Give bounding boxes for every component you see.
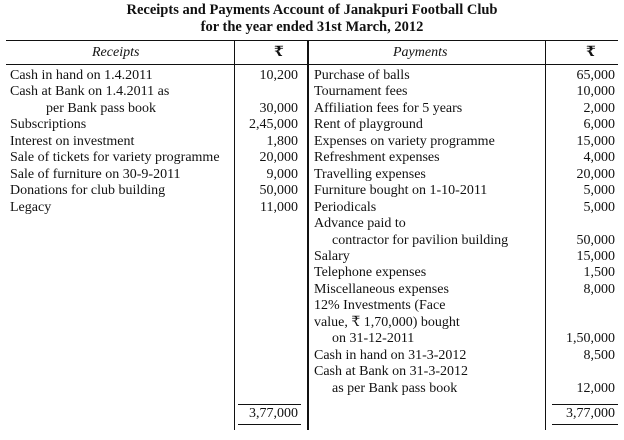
payments-item-amount: 5,000: [583, 183, 615, 199]
receipts-item-label: Subscriptions: [10, 117, 87, 133]
receipts-item-amount: 50,000: [259, 183, 298, 199]
payments-item-amount: 20,000: [576, 166, 615, 182]
payments-item-label: Salary: [314, 248, 350, 264]
rupee-symbol-left: ₹: [274, 45, 284, 60]
payments-item-label: Furniture bought on 1-10-2011: [314, 183, 488, 199]
center-divider: [307, 40, 309, 430]
receipts-item-label: per Bank pass book: [46, 100, 157, 116]
payments-item-amount: 2,000: [583, 100, 615, 116]
payments-item-amount: 10,000: [576, 84, 615, 100]
payments-item-amount: 15,000: [576, 248, 615, 264]
payments-item-label: Advance paid to: [314, 216, 406, 232]
payments-item-label: Rent of playground: [314, 117, 423, 133]
payments-item-amount: 4,000: [583, 150, 615, 166]
header-rule: [6, 64, 618, 65]
receipts-item-label: Interest on investment: [10, 133, 135, 149]
receipts-item-amount: 10,200: [259, 68, 298, 83]
receipts-item-amount: 9,000: [266, 166, 298, 182]
receipts-item-label: Sale of furniture on 30-9-2011: [10, 166, 181, 182]
payments-item-label: Cash at Bank on 31-3-2012: [314, 364, 468, 380]
payments-item-label: contractor for pavilion building: [332, 232, 509, 248]
payments-item-label: on 31-12-2011: [332, 331, 415, 347]
right-total-rule-bottom: [552, 424, 618, 425]
left-amount-divider: [234, 40, 235, 430]
receipts-item-label: Donations for club building: [10, 183, 166, 199]
payments-item-label: Cash in hand on 31-3-2012: [314, 347, 467, 363]
payments-item-label: Periodicals: [314, 199, 377, 215]
receipts-item-label: Sale of tickets for variety programme: [10, 150, 220, 166]
receipts-item-amount: 2,45,000: [249, 117, 298, 133]
receipts-item-amount: 1,800: [266, 133, 298, 149]
receipts-item-label: Legacy: [10, 199, 52, 215]
payments-item-label: Miscellaneous expenses: [314, 281, 449, 297]
payments-item-amount: 1,500: [583, 265, 615, 281]
payments-item-amount: 8,000: [583, 281, 615, 297]
payments-item-amount: 65,000: [576, 68, 615, 83]
payments-item-label: Expenses on variety programme: [314, 133, 495, 149]
right-total-rule-top: [552, 404, 618, 405]
payments-item-label: Travelling expenses: [314, 166, 426, 182]
receipts-item-label: Cash at Bank on 1.4.2011 as: [10, 84, 170, 100]
receipts-header: Receipts: [92, 45, 140, 60]
title-line-2: for the year ended 31st March, 2012: [200, 19, 424, 35]
left-total-rule-top: [238, 404, 301, 405]
payments-item-amount: 50,000: [576, 232, 615, 248]
payments-item-label: Refreshment expenses: [314, 150, 440, 166]
payments-item-label: Tournament fees: [314, 84, 408, 100]
payments-item-amount: 1,50,000: [566, 331, 615, 347]
payments-total: 3,77,000: [566, 406, 615, 421]
rupee-symbol-right: ₹: [586, 45, 596, 60]
receipts-item-label: Cash in hand on 1.4.2011: [10, 68, 153, 83]
payments-item-label: 12% Investments (Face: [314, 298, 446, 314]
payments-item-label: Affiliation fees for 5 years: [314, 100, 463, 116]
receipts-item-amount: 11,000: [260, 199, 298, 215]
payments-item-label: Purchase of balls: [314, 68, 410, 83]
payments-item-amount: 15,000: [576, 133, 615, 149]
payments-item-label: as per Bank pass book: [332, 380, 458, 396]
top-rule: [6, 40, 618, 41]
title-line-1: Receipts and Payments Account of Janakpuri Football Club: [126, 2, 498, 18]
payments-item-label: Telephone expenses: [314, 265, 427, 281]
payments-item-amount: 12,000: [576, 380, 615, 396]
receipts-total: 3,77,000: [249, 406, 298, 421]
payments-item-amount: 6,000: [583, 117, 615, 133]
left-total-rule-bottom: [238, 424, 301, 425]
receipts-item-amount: 30,000: [259, 100, 298, 116]
payments-header: Payments: [393, 45, 448, 60]
receipts-item-amount: 20,000: [259, 150, 298, 166]
payments-item-label: value, ₹ 1,70,000) bought: [314, 314, 460, 330]
payments-item-amount: 5,000: [583, 199, 615, 215]
payments-item-amount: 8,500: [583, 347, 615, 363]
